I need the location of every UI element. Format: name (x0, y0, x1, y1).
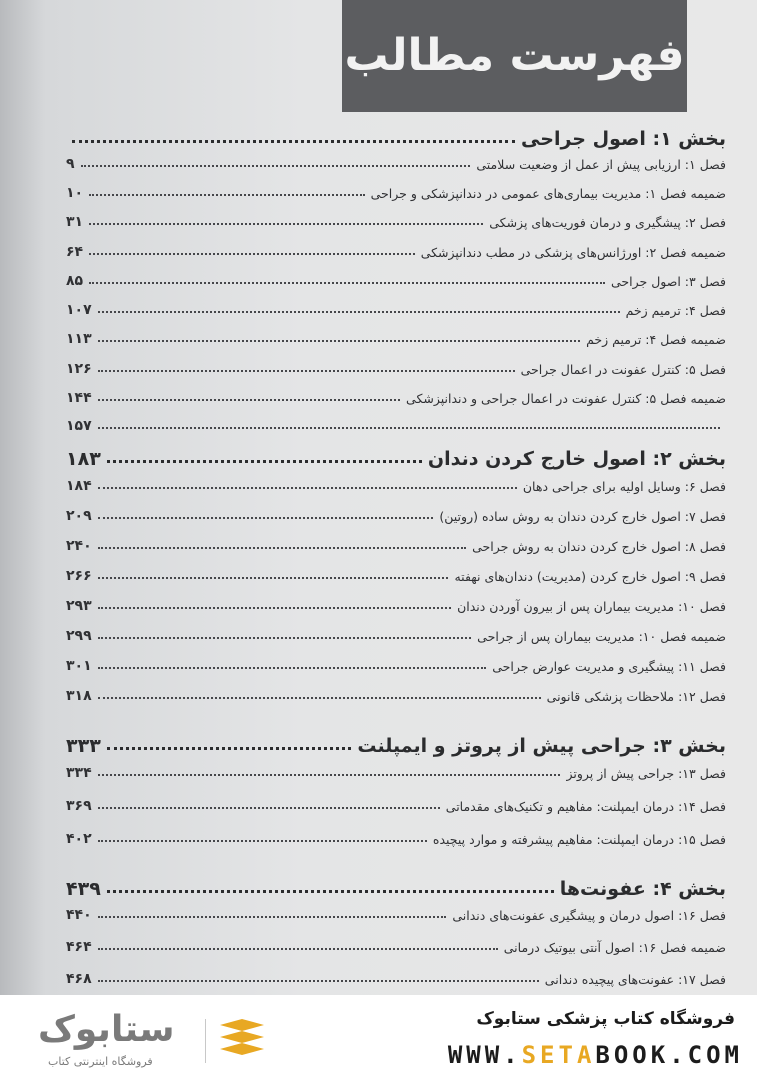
chapter-title: فصل ۱۷: عفونت‌های پیچیده دندانی (544, 972, 726, 987)
chapter-page: ۲۹۳ (66, 598, 92, 614)
section-row (66, 120, 726, 150)
dot-leader (89, 253, 415, 255)
brand-logo-text: ستابوک (38, 1009, 175, 1050)
chapter-row (66, 412, 726, 434)
chapter-row (66, 682, 726, 704)
chapter-title: فصل ۹: اصول خارج کردن (مدیریت) دندان‌های نهفته (454, 569, 726, 584)
dot-leader (89, 223, 483, 225)
section-title: بخش ۴: عفونت‌ها (559, 878, 726, 900)
dot-leader (98, 980, 539, 982)
chapter-page: ۸۵ (66, 273, 84, 289)
section-row (66, 727, 726, 757)
dot-leader (98, 517, 434, 519)
chapter-page: ۱۸۴ (66, 478, 92, 494)
chapter-page: ۴۰۲ (66, 831, 92, 847)
chapter-page: ۹ (66, 156, 75, 172)
chapter-title: فصل ۳: اصول جراحی (610, 274, 726, 289)
chapter-title: فصل ۱۳: جراحی پیش از پروتز (566, 766, 726, 781)
dot-leader (89, 282, 605, 284)
chapter-page: ۱۰ (66, 185, 84, 201)
chapter-page: ۱۴۴ (66, 390, 92, 406)
website-url[interactable] (448, 1041, 743, 1069)
store-footer (0, 995, 757, 1080)
chapter-row (66, 532, 726, 554)
chapter-row (66, 825, 726, 847)
dot-leader (98, 370, 515, 372)
store-name: فروشگاه کتاب پزشکی ستابوک (476, 1009, 735, 1029)
dot-leader (98, 807, 440, 809)
chapter-page: ۱۰۷ (66, 302, 92, 318)
dot-leader (98, 637, 472, 639)
chapter-title: ضمیمه فصل ۱۶: اصول آنتی بیوتیک درمانی (503, 940, 726, 955)
section-page: ۴۳۹ (66, 878, 101, 900)
chapter-page: ۲۹۹ (66, 628, 92, 644)
dot-leader (98, 607, 451, 609)
section-title: بخش ۱: اصول جراحی (521, 128, 726, 150)
chapter-title: ضمیمه فصل ۱۰: مدیریت بیماران پس از جراحی (477, 629, 726, 644)
chapter-row (66, 150, 726, 172)
chapter-page: ۱۱۳ (66, 331, 92, 347)
chapter-row (66, 965, 726, 987)
chapter-row (66, 901, 726, 923)
chapter-page: ۲۰۹ (66, 508, 92, 524)
dot-leader (72, 140, 515, 143)
section-row (66, 440, 726, 470)
dot-leader (98, 774, 561, 776)
dot-leader (98, 697, 541, 699)
chapter-title: فصل ۲: پیشگیری و درمان فوریت‌های پزشکی (489, 215, 726, 230)
chapter-page: ۴۶۸ (66, 971, 92, 987)
section-page: ۳۳۳ (66, 735, 101, 757)
chapter-page: ۴۴۰ (66, 907, 92, 923)
dot-leader (98, 948, 498, 950)
dot-leader (98, 916, 447, 918)
chapter-row (66, 933, 726, 955)
chapter-title: ضمیمه فصل ۱: مدیریت بیماری‌های عمومی در دندانپزشکی و جراحی (370, 186, 726, 201)
chapter-title: فصل ۱۱: پیشگیری و مدیریت عوارض جراحی (492, 659, 726, 674)
chapter-page: ۶۴ (66, 244, 84, 260)
title-banner (342, 0, 687, 112)
chapter-row (66, 267, 726, 289)
dot-leader (98, 311, 620, 313)
chapter-row (66, 355, 726, 377)
section-row (66, 870, 726, 900)
chapter-page: ۱۲۶ (66, 361, 92, 377)
chapter-title: ضمیمه فصل ۵: کنترل عفونت در اعمال جراحی و دندانپزشکی (406, 391, 726, 406)
dot-leader (98, 427, 720, 429)
page-title: فهرست مطالب (344, 30, 685, 81)
chapter-page: ۲۴۰ (66, 538, 92, 554)
chapter-page: ۳۳۴ (66, 765, 92, 781)
chapter-page: ۱۵۷ (66, 418, 92, 434)
section-page: ۱۸۳ (66, 448, 101, 470)
chapter-row (66, 792, 726, 814)
url-prefix: WWW. (447, 1041, 522, 1069)
dot-leader (107, 460, 422, 463)
brand-tagline: فروشگاه اینترنتی کتاب (48, 1055, 153, 1068)
chapter-row (66, 238, 726, 260)
chapter-row (66, 179, 726, 201)
chapter-title: فصل ۱۴: درمان ایمپلنت: مفاهیم و تکنیک‌های مقدماتی (445, 799, 726, 814)
chapter-title: فصل ۶: وسایل اولیه برای جراحی دهان (522, 479, 726, 494)
dot-leader (81, 165, 471, 167)
dot-leader (107, 890, 554, 893)
chapter-title: فصل ۱۵: درمان ایمپلنت: مفاهیم پیشرفته و موارد پیچیده (432, 832, 726, 847)
chapter-row (66, 759, 726, 781)
dot-leader (98, 487, 517, 489)
section-title: بخش ۳: جراحی پیش از پروتز و ایمپلنت (357, 735, 726, 757)
chapter-page: ۴۶۴ (66, 939, 92, 955)
chapter-page: ۳۱ (66, 214, 84, 230)
dot-leader (98, 667, 487, 669)
book-stack-icon (218, 1017, 266, 1061)
chapter-row (66, 296, 726, 318)
chapter-page: ۳۶۹ (66, 798, 92, 814)
chapter-title: ضمیمه فصل ۲: اورژانس‌های پزشکی در مطب دندانپزشکی (420, 245, 726, 260)
dot-leader (98, 577, 449, 579)
chapter-page: ۲۶۶ (66, 568, 92, 584)
chapter-row (66, 325, 726, 347)
chapter-title: فصل ۱: ارزیابی پیش از عمل از وضعیت سلامتی (476, 157, 726, 172)
dot-leader (89, 194, 365, 196)
chapter-page: ۳۱۸ (66, 688, 92, 704)
chapter-title: فصل ۱۲: ملاحظات پزشکی قانونی (546, 689, 726, 704)
dot-leader (98, 340, 580, 342)
chapter-title: فصل ۴: ترمیم زخم (625, 303, 726, 318)
chapter-row (66, 384, 726, 406)
chapter-row (66, 208, 726, 230)
chapter-row (66, 592, 726, 614)
chapter-title: فصل ۷: اصول خارج کردن دندان به روش ساده (روتین) (439, 509, 726, 524)
chapter-row (66, 622, 726, 644)
url-accent: SETA (521, 1041, 596, 1069)
chapter-row (66, 652, 726, 674)
chapter-title: فصل ۵: کنترل عفونت در اعمال جراحی (520, 362, 726, 377)
chapter-title: فصل ۱۰: مدیریت بیماران پس از بیرون آوردن دندان (457, 599, 726, 614)
footer-divider (205, 1019, 206, 1063)
chapter-row (66, 562, 726, 584)
dot-leader (98, 840, 427, 842)
dot-leader (107, 747, 352, 750)
dot-leader (98, 399, 400, 401)
url-suffix: BOOK.COM (595, 1041, 743, 1069)
chapter-title: فصل ۸: اصول خارج کردن دندان به روش جراحی (472, 539, 726, 554)
chapter-row (66, 472, 726, 494)
chapter-page: ۳۰۱ (66, 658, 92, 674)
chapter-row (66, 502, 726, 524)
section-title: بخش ۲: اصول خارج کردن دندان (427, 448, 726, 470)
chapter-title: فصل ۱۶: اصول درمان و پیشگیری عفونت‌های دندانی (452, 908, 726, 923)
dot-leader (98, 547, 466, 549)
chapter-title: ضمیمه فصل ۴: ترمیم زخم (586, 332, 726, 347)
